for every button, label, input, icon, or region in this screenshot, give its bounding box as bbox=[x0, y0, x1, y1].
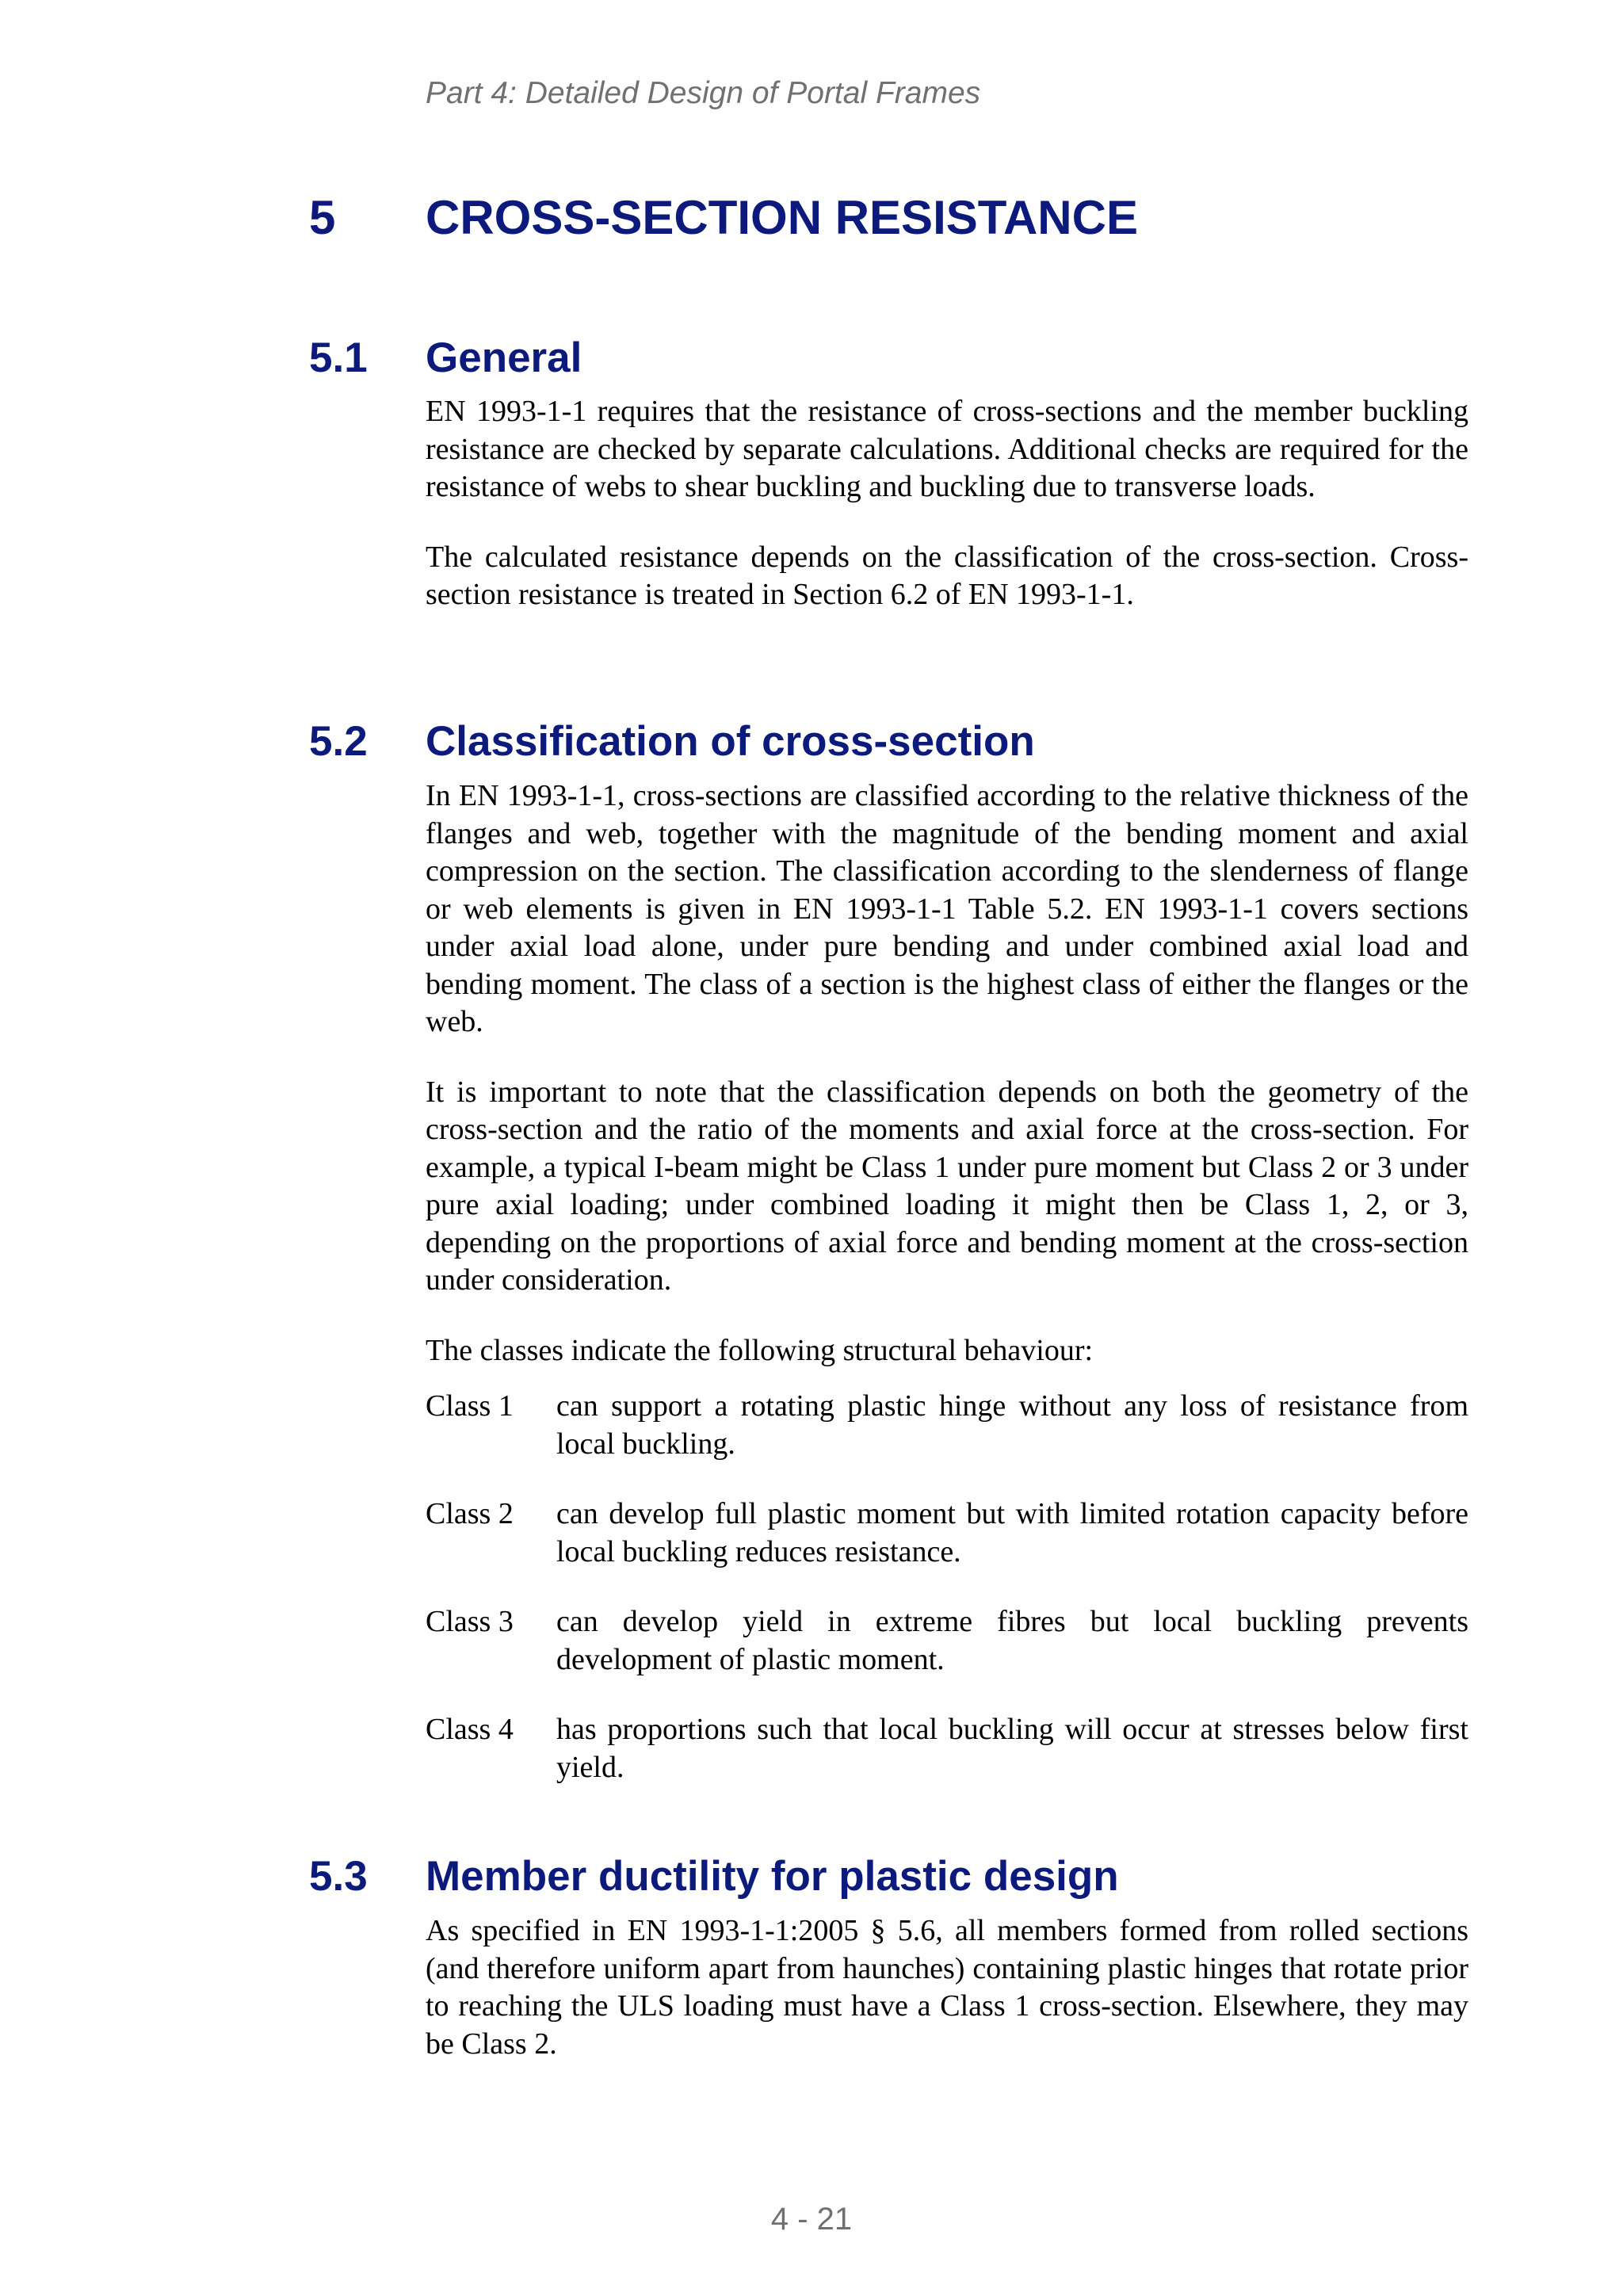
section-number: 5.1 bbox=[309, 334, 368, 381]
section-title: Classification of cross-section bbox=[426, 718, 1035, 765]
section-5-2-body bbox=[426, 777, 1468, 1786]
section-5-1-body bbox=[426, 393, 1468, 614]
paragraph: In EN 1993-1-1, cross-sections are classified according to the relative thickness of the flanges and web, together with the magnitude of the bending moment and axial compression on the section. The classification according to the slenderness of flange or web elements is given in EN 1993-1-1 Table 5.2. EN 1993-1-1 covers sections under axial load alone, under pure bending and under combined axial load and bending moment. The class of a section is the highest class of either the flanges or the web. bbox=[426, 779, 1468, 1038]
class-label: Class 3 bbox=[426, 1605, 514, 1638]
class-label: Class 2 bbox=[426, 1497, 514, 1530]
class-item bbox=[426, 1603, 1468, 1679]
section-number: 5.3 bbox=[309, 1853, 368, 1900]
class-description: has proportions such that local buckling will occur at stresses below first yield. bbox=[556, 1713, 1468, 1784]
class-label: Class 4 bbox=[426, 1713, 514, 1746]
section-heading-5-3 bbox=[309, 1852, 1119, 1901]
running-header: Part 4: Detailed Design of Portal Frames bbox=[426, 76, 981, 110]
classes-intro: The classes indicate the following structural behaviour: bbox=[426, 1333, 1094, 1367]
chapter-heading bbox=[309, 190, 1138, 245]
section-5-3-body bbox=[426, 1912, 1468, 2063]
section-number: 5.2 bbox=[309, 718, 368, 765]
class-label: Class 1 bbox=[426, 1389, 514, 1423]
paragraph: EN 1993-1-1 requires that the resistance of cross-sections and the member buckling resistance are checked by separate calculations. Additional checks are required for the resistance of webs to shear buckling and buckling due to transverse loads. bbox=[426, 395, 1468, 503]
class-item bbox=[426, 1711, 1468, 1786]
paragraph: The calculated resistance depends on the classification of the cross-section. Cross-section resistance is treated in Section 6.2 of EN 1993-1-1. bbox=[426, 540, 1468, 611]
section-heading-5-1 bbox=[309, 334, 582, 382]
page-number: 4 - 21 bbox=[770, 2202, 853, 2237]
section-title: General bbox=[426, 334, 582, 381]
class-description: can develop yield in extreme fibres but local buckling prevents development of plastic moment. bbox=[556, 1605, 1468, 1676]
paragraph: It is important to note that the classification depends on both the geometry of the cross-section and the ratio of the moments and axial force at the cross-section. For example, a typical I-beam might be Class 1 under pure moment but Class 2 or 3 under pure axial loading; under combined loading it might then be Class 1, 2, or 3, depending on the proportions of axial force and bending moment at the cross-section under consideration. bbox=[426, 1075, 1468, 1297]
class-item bbox=[426, 1388, 1468, 1463]
class-item bbox=[426, 1496, 1468, 1571]
paragraph: As specified in EN 1993-1-1:2005 § 5.6, all members formed from rolled sections (and therefore uniform apart from haunches) containing plastic hinges that rotate prior to reaching the ULS loading must have a Class 1 cross-section. Elsewhere, they may be Class 2. bbox=[426, 1914, 1468, 2061]
class-list bbox=[426, 1388, 1468, 1786]
class-description: can develop full plastic moment but with limited rotation capacity before local buckling reduces resistance. bbox=[556, 1497, 1468, 1568]
section-title: Member ductility for plastic design bbox=[426, 1853, 1119, 1900]
class-description: can support a rotating plastic hinge without any loss of resistance from local buckling. bbox=[556, 1389, 1468, 1461]
chapter-title: CROSS-SECTION RESISTANCE bbox=[426, 191, 1138, 244]
chapter-number: 5 bbox=[309, 191, 336, 244]
section-heading-5-2 bbox=[309, 717, 1035, 766]
